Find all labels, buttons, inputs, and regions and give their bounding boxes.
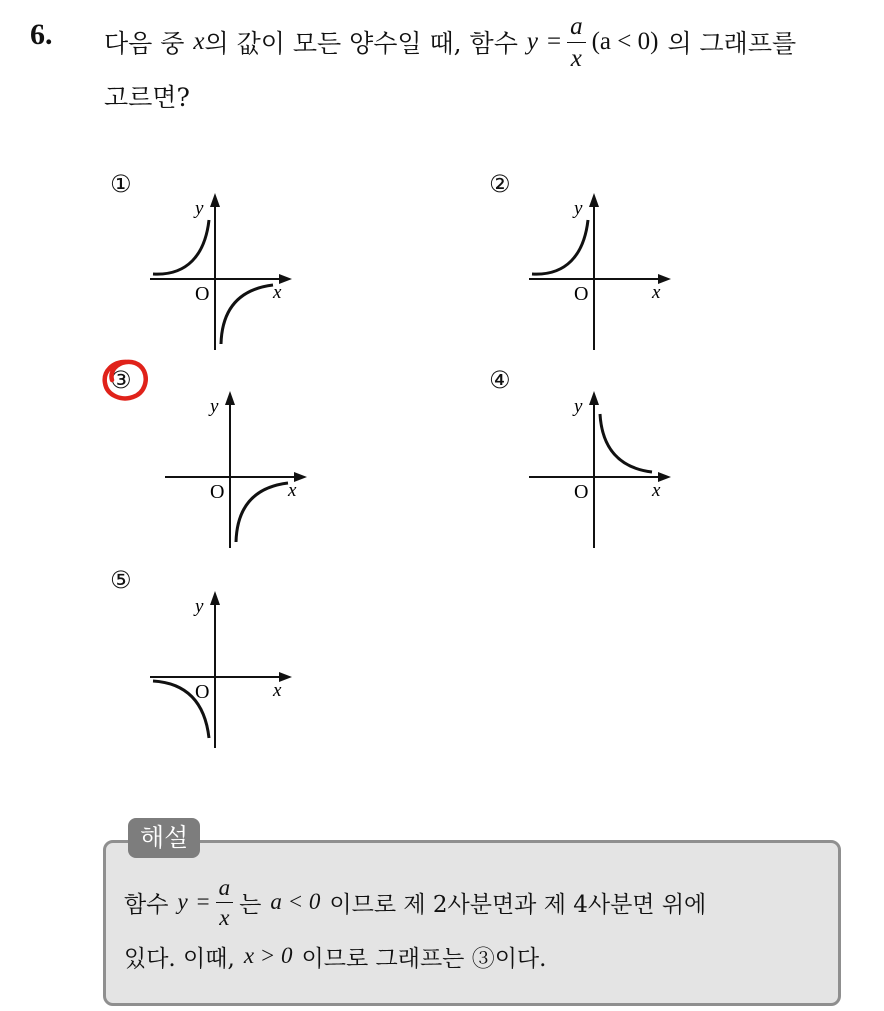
x-axis-label: x <box>273 282 282 303</box>
sol-a-cond: a < 0 <box>270 889 321 914</box>
q-fraction <box>567 14 586 71</box>
sol-eq: = <box>196 889 210 914</box>
q-frac-den: x <box>570 44 582 72</box>
y-axis-label: y <box>574 396 583 417</box>
graph-choice-5[interactable] <box>145 588 295 750</box>
sol-y: y <box>177 889 188 914</box>
x-axis-label: x <box>652 480 661 501</box>
graph-choice-1[interactable] <box>145 190 295 352</box>
solution-line-2 <box>124 936 546 976</box>
choice-4-label[interactable]: ④ <box>489 366 511 394</box>
y-axis-label: y <box>210 396 219 417</box>
sol-p2: 는 <box>239 891 262 918</box>
x-axis-label: x <box>652 282 661 303</box>
q-intro: 다음 중 <box>104 29 185 58</box>
answer-circle-stroke <box>105 362 146 398</box>
sol-fraction <box>216 876 234 929</box>
graph-choice-3[interactable] <box>160 388 310 550</box>
sol-l2b: 이므로 그래프는 ③이다. <box>301 945 547 972</box>
sol-p1: 함수 <box>124 891 169 918</box>
sol-l2a: 있다. 이때, <box>124 945 235 972</box>
graph-choice-4[interactable] <box>524 388 674 550</box>
question-number: 6. <box>30 18 53 51</box>
q-y: y <box>526 28 538 55</box>
choice-5-label[interactable]: ⑤ <box>110 566 132 594</box>
q-var-x: x <box>193 28 205 55</box>
q-condition: 의 값이 모든 양수일 때, 함수 <box>204 29 518 58</box>
choice-2-label[interactable]: ② <box>489 170 511 198</box>
origin-label: O <box>195 681 210 703</box>
sol-frac-num: a <box>216 876 234 903</box>
graph-choice-2[interactable] <box>524 190 674 352</box>
y-axis-label: y <box>195 596 204 617</box>
q-frac-num: a <box>567 14 586 43</box>
y-axis-label: y <box>574 198 583 219</box>
sol-frac-den: x <box>219 904 230 930</box>
x-axis-label: x <box>273 680 282 701</box>
origin-label: O <box>574 283 589 305</box>
answer-circle-mark <box>100 356 152 406</box>
sol-p3: 이므로 제 2사분면과 제 4사분면 위에 <box>329 891 707 918</box>
q-tail: 의 그래프를 <box>667 29 797 58</box>
q-eq: = <box>546 28 562 55</box>
origin-label: O <box>195 283 210 305</box>
solution-tag: 해설 <box>128 818 200 858</box>
sol-x-cond: x > 0 <box>243 943 293 968</box>
solution-line-1 <box>124 872 706 932</box>
x-axis-label: x <box>288 480 297 501</box>
origin-label: O <box>574 481 589 503</box>
q-a-cond: (a < 0) <box>591 28 659 55</box>
choice-3-label[interactable]: ③ <box>110 366 132 394</box>
origin-label: O <box>210 481 225 503</box>
choice-1-label[interactable]: ① <box>110 170 132 198</box>
question-text <box>104 14 874 70</box>
y-axis-label: y <box>195 198 204 219</box>
question-text-line2: 고르면? <box>104 83 190 112</box>
